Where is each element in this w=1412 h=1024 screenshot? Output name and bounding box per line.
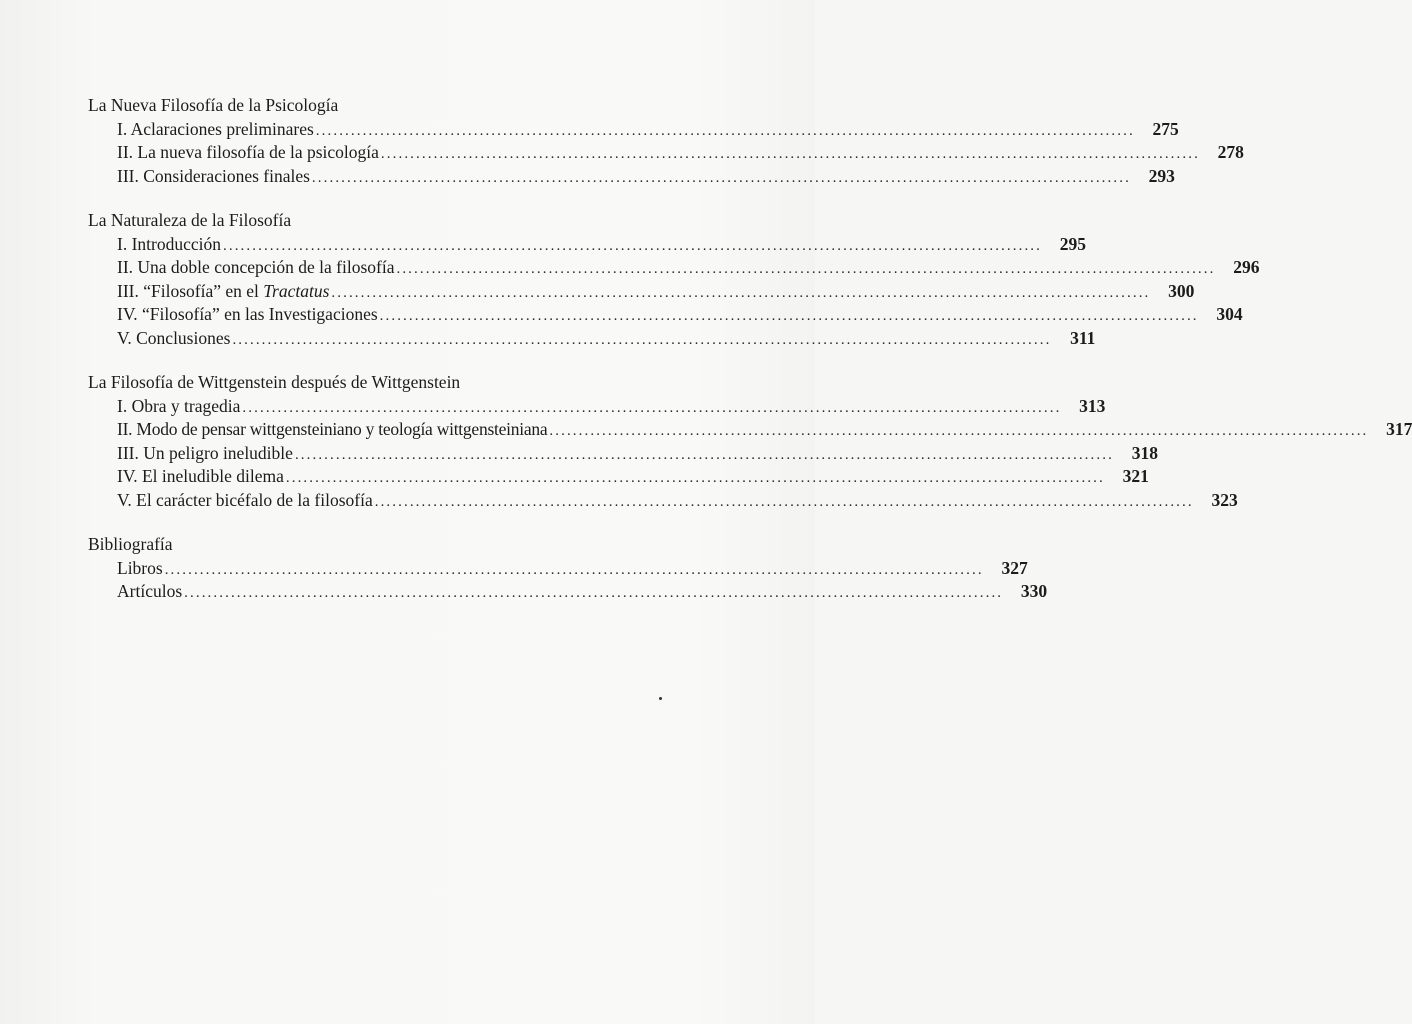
dot-leader: ............................................................................................................................................ (374, 493, 1194, 510)
entry-title: I. Obra y tragedia (117, 395, 241, 416)
entry-title: III. Consideraciones finales (117, 165, 310, 186)
toc-section (88, 533, 1048, 604)
entry-title: V. El carácter bicéfalo de la filosofía (117, 489, 373, 510)
page-number: 317 (1386, 419, 1412, 439)
toc-entry (117, 256, 1260, 280)
page-number: 293 (1148, 165, 1175, 186)
dot-leader: ............................................................................................................................................ (223, 237, 1042, 254)
page-number: 323 (1211, 489, 1238, 510)
section-title: Bibliografía (88, 534, 173, 554)
toc-entry (117, 580, 1048, 604)
page-number: 321 (1122, 466, 1149, 486)
page-number: 311 (1070, 327, 1096, 348)
entry-title (117, 280, 331, 304)
dot-leader: ............................................................................................................................................ (285, 470, 1105, 486)
toc-entry (117, 165, 1175, 189)
toc-entry (117, 141, 1244, 165)
section-title: La Nueva Filosofía de la Psicología (88, 95, 339, 115)
dot-leader: ............................................................................................................................................ (311, 169, 1131, 186)
dot-leader: ............................................................................................................................................ (549, 423, 1369, 439)
page-number: 330 (1020, 581, 1048, 601)
dot-leader: ............................................................................................................................................ (242, 399, 1062, 416)
toc-section (88, 94, 1244, 188)
dot-leader: ............................................................................................................................................ (232, 331, 1052, 348)
entry-title: II. La nueva filosofía de la psicología (117, 142, 379, 162)
toc-entry (117, 233, 1086, 257)
page-number: 275 (1152, 118, 1179, 139)
dot-leader: ............................................................................................................................................ (294, 446, 1114, 463)
entry-title: II. Modo de pensar wittgensteiniano y teología wittgensteiniana (117, 419, 548, 439)
dot-leader: ............................................................................................................................................ (380, 146, 1200, 162)
toc-entry (117, 327, 1096, 351)
toc-section (88, 209, 1260, 350)
dot-leader: ............................................................................................................................................ (164, 561, 984, 578)
page-number: 327 (1001, 557, 1028, 578)
entry-title: I. Introducción (117, 233, 221, 254)
dot-leader: ............................................................................................................................................ (184, 585, 1004, 601)
toc-entry (117, 465, 1149, 489)
toc-entry (117, 557, 1028, 581)
page-number: 313 (1079, 395, 1106, 416)
page-number: 304 (1216, 304, 1243, 324)
paper-speck (659, 697, 662, 700)
toc-entry (117, 418, 1412, 442)
toc-entry (117, 395, 1106, 419)
toc-entry (117, 303, 1243, 327)
entry-title: V. Conclusiones (117, 327, 231, 348)
dot-leader: ............................................................................................................................................ (396, 261, 1216, 277)
entry-title: IV. El ineludible dilema (117, 466, 284, 486)
toc-entry (117, 118, 1179, 142)
section-title: La Naturaleza de la Filosofía (88, 210, 292, 230)
page-number: 300 (1168, 280, 1195, 301)
dot-leader: ............................................................................................................................................ (379, 308, 1199, 324)
page-number: 296 (1233, 257, 1260, 277)
page-number: 318 (1131, 442, 1158, 463)
toc-entry (117, 280, 1195, 304)
entry-title: I. Aclaraciones preliminares (117, 118, 314, 139)
table-of-contents (88, 94, 1412, 625)
entry-title-italic: Tractatus (263, 280, 330, 301)
dot-leader: ............................................................................................................................................ (315, 122, 1135, 139)
toc-section (88, 371, 1412, 512)
toc-entry (117, 442, 1158, 466)
page-number: 278 (1217, 142, 1244, 162)
entry-title: Libros (117, 557, 163, 578)
entry-title-prefix: III. “Filosofía” en el (117, 280, 264, 301)
toc-entry (117, 489, 1238, 513)
entry-title: IV. “Filosofía” en las Investigaciones (117, 304, 378, 324)
section-title: La Filosofía de Wittgenstein después de Wittgenstein (88, 372, 461, 392)
entry-title: II. Una doble concepción de la filosofía (117, 257, 395, 277)
dot-leader: ............................................................................................................................................ (331, 284, 1151, 301)
entry-title: III. Un peligro ineludible (117, 442, 293, 463)
page-number: 295 (1059, 233, 1086, 254)
entry-title: Artículos (117, 581, 183, 601)
